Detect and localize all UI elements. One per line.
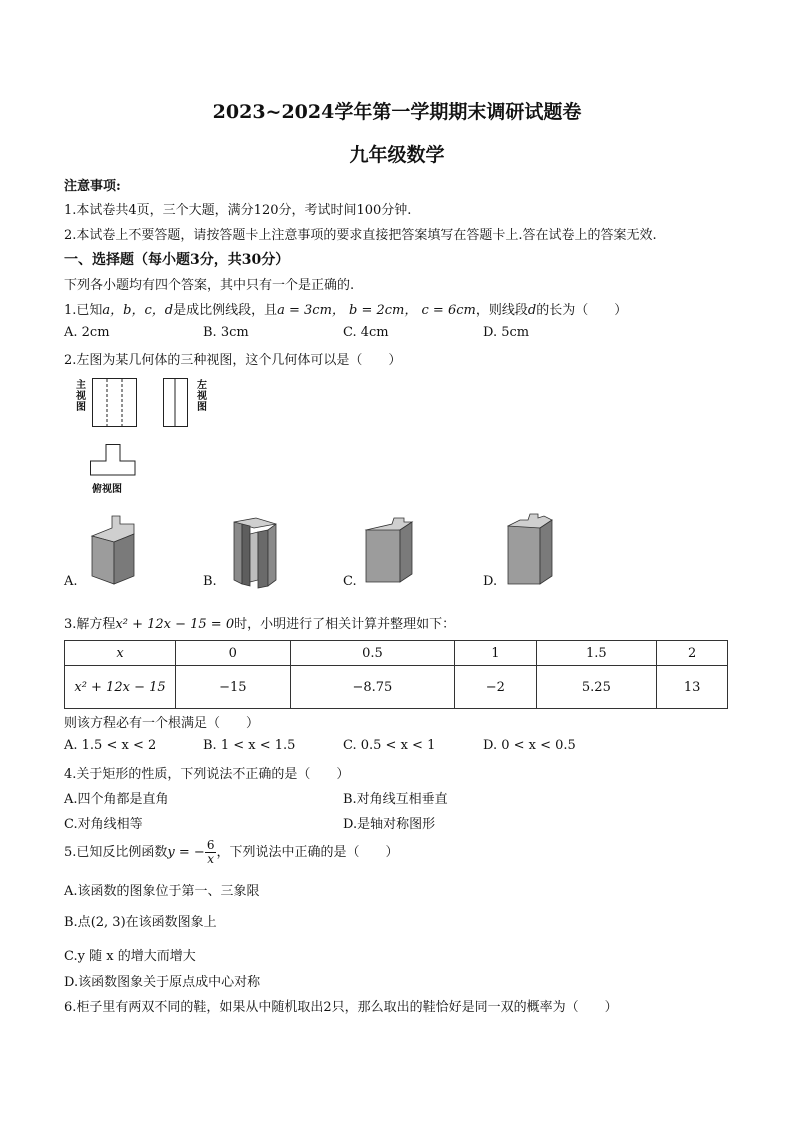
section-intro: 下列各小题均有四个答案，其中只有一个是正确的.	[64, 278, 355, 293]
notice-item-1: 1.本试卷共4页，三个大题，满分120分，考试时间100分钟.	[64, 203, 412, 218]
question-6: 6.柜子里有两双不同的鞋，如果从中随机取出2只，那么取出的鞋恰好是同一双的概率为（ ）	[64, 1000, 618, 1015]
q3-option-d: D. 0 < x < 0.5	[483, 738, 576, 753]
question-5	[64, 833, 398, 873]
top-view-label: 俯视图	[92, 484, 122, 495]
q1-var-d: d	[527, 303, 537, 318]
notice-heading: 注意事项:	[64, 179, 121, 194]
table-header-x: x	[65, 641, 176, 666]
q3-stem-b: 时，小明进行了相关计算并整理如下：	[234, 617, 456, 632]
front-view-label: 主 视 图	[76, 380, 86, 413]
left-view-label: 左 视 图	[197, 380, 207, 413]
q3-option-c: C. 0.5 < x < 1	[343, 738, 436, 753]
q5-stem-a: 5.已知反比例函数	[64, 845, 168, 860]
q1-option-c: C. 4cm	[343, 325, 389, 340]
q3-stem-a: 3.解方程	[64, 617, 116, 632]
table-header-expr: x² + 12x − 15	[65, 666, 176, 709]
table-cell: 0.5	[290, 641, 455, 666]
q1-conds: a = 3cm， b = 2cm， c = 6cm	[277, 303, 476, 318]
front-view-diagram	[92, 378, 142, 430]
q4-option-d: D.是轴对称图形	[343, 817, 436, 832]
table-cell: −8.75	[290, 666, 455, 709]
q5-option-a: A.该函数的图象位于第一、三象限	[64, 884, 260, 899]
table-cell: −15	[176, 666, 291, 709]
q3-option-b: B. 1 < x < 1.5	[203, 738, 296, 753]
q5-fraction: $\frac{6}{x}$	[206, 838, 215, 866]
table-cell: 0	[176, 641, 291, 666]
question-2: 2.左图为某几何体的三种视图，这个几何体可以是（ ）	[64, 353, 402, 368]
question-1	[64, 299, 627, 318]
top-view-diagram	[90, 444, 140, 478]
q5-option-b: B.点(2, 3)在该函数图象上	[64, 915, 217, 930]
solid-option-b	[228, 516, 284, 590]
q1-stem-a: 1.已知	[64, 303, 103, 318]
q3-followup: 则该方程必有一个根满足（ ）	[64, 716, 260, 731]
q3-option-a: A. 1.5 < x < 2	[64, 738, 157, 753]
q5-option-c: C.y 随 x 的增大而增大	[64, 949, 196, 964]
table-cell: 13	[657, 666, 728, 709]
q5-option-d: D.该函数图象关于原点成中心对称	[64, 975, 261, 990]
q4-option-a: A.四个角都是直角	[64, 792, 169, 807]
left-view-diagram	[163, 378, 193, 430]
q2-option-a-label: A.	[64, 574, 78, 589]
notice-item-2: 2.本试卷上不要答题，请按答题卡上注意事项的要求直接把答案填写在答题卡上.答在试卷上的答案无效.	[64, 228, 657, 243]
table-cell: −2	[455, 666, 536, 709]
q1-stem-c: ，则线段	[475, 303, 528, 318]
q1-stem-b: 是成比例线段，且	[173, 303, 278, 318]
q4-option-c: C.对角线相等	[64, 817, 143, 832]
q1-vars: a，b，c，d	[102, 303, 174, 318]
solid-option-d	[506, 512, 558, 586]
solid-option-a	[90, 514, 142, 586]
q2-option-b-label: B.	[203, 574, 217, 589]
q2-option-d-label: D.	[483, 574, 498, 589]
section-heading: 一、选择题（每小题3分，共30分）	[64, 252, 290, 268]
table-cell: 1.5	[536, 641, 657, 666]
question-4: 4.关于矩形的性质，下列说法不正确的是（ ）	[64, 767, 350, 782]
page-title: 2023~2024学年第一学期期末调研试题卷	[212, 101, 582, 123]
q5-func-lhs: y = −	[167, 845, 205, 860]
q4-option-b: B.对角线互相垂直	[343, 792, 448, 807]
q2-option-c-label: C.	[343, 574, 357, 589]
page-subtitle: 九年级数学	[349, 144, 445, 166]
q5-point: (2, 3)	[90, 915, 126, 930]
q3-table	[64, 640, 728, 709]
question-3	[64, 613, 455, 632]
table-cell: 5.25	[536, 666, 657, 709]
q3-equation: x² + 12x − 15 = 0	[115, 617, 235, 632]
q1-option-a: A. 2cm	[64, 325, 110, 340]
table-cell: 1	[455, 641, 536, 666]
q1-option-b: B. 3cm	[203, 325, 249, 340]
solid-option-c	[364, 516, 420, 586]
q1-option-d: D. 5cm	[483, 325, 530, 340]
q1-stem-d: 的长为（ ）	[536, 303, 628, 318]
table-cell: 2	[657, 641, 728, 666]
q5-stem-b: ，下列说法中正确的是（ ）	[216, 845, 399, 860]
